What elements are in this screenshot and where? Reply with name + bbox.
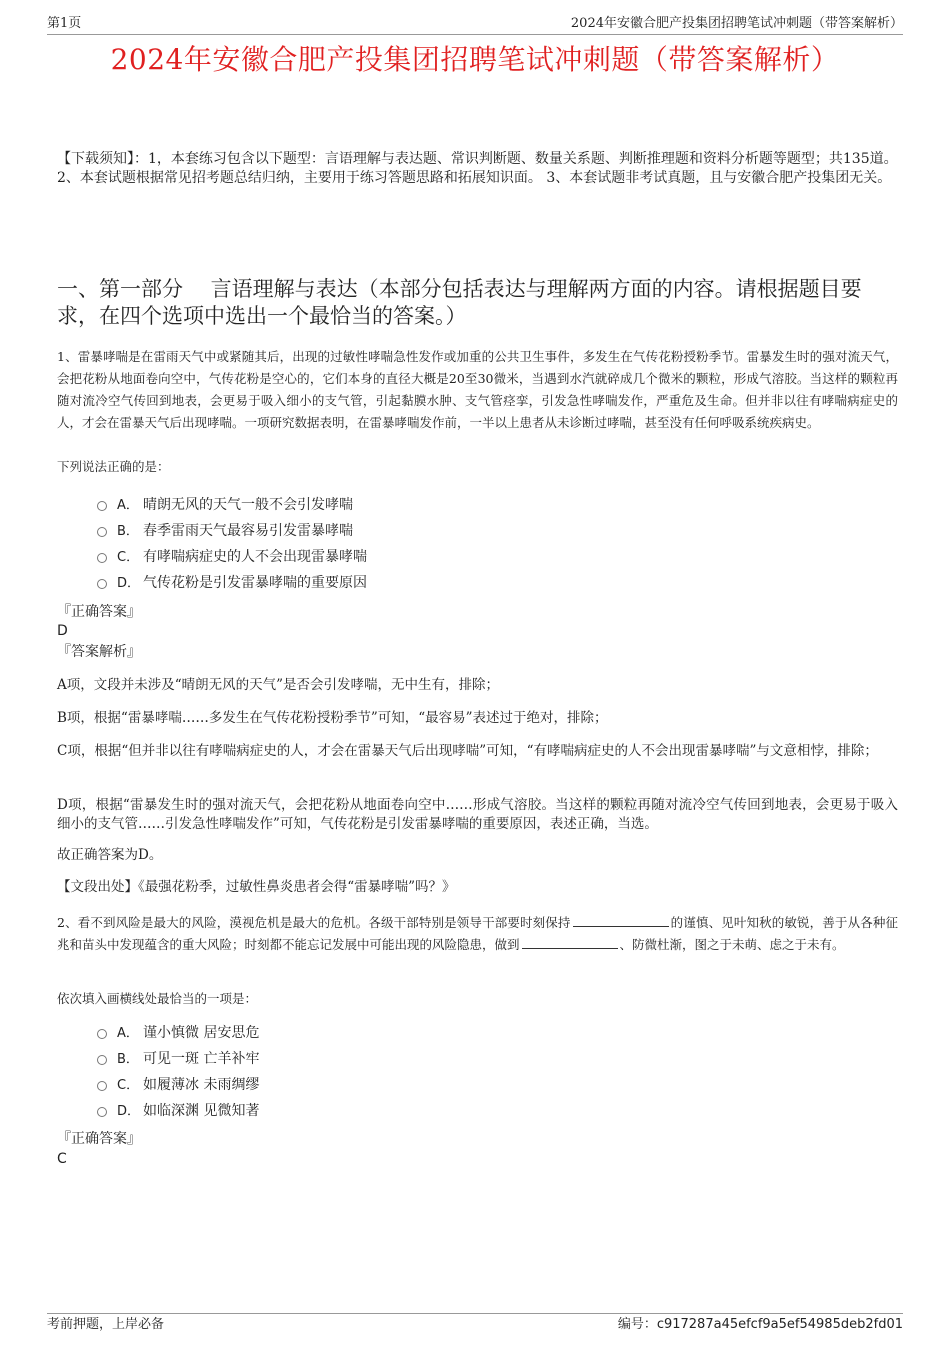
question-1 <box>57 346 898 895</box>
footer-slogan: 考前押题，上岸必备 <box>47 1317 165 1332</box>
analysis-conclusion: 故正确答案为D。 <box>57 847 163 863</box>
page-footer <box>47 1313 903 1334</box>
analysis-b: B项，根据“雷暴哮喘……多发生在气传花粉授粉季节”可知，“最容易”表述过于绝对，排除； <box>57 710 608 726</box>
option-c[interactable]: C． 如履薄冰 未雨绸缪 <box>97 1074 259 1096</box>
question-2 <box>57 912 898 1167</box>
radio-icon[interactable] <box>97 579 107 589</box>
question-1-stem: 1、雷暴哮喘是在雷雨天气中或紧随其后，出现的过敏性哮喘急性发作或加重的公共卫生事件，多发生在气传花粉授粉季节。雷暴发生时的强对流天气，会把花粉从地面卷向空中，气传花粉是空心的，它们本身的直径大概是20至30微米，当遇到水汽就碎成几个微米的颗粒，形成气溶胶。当这样的颗粒再随对流冷空气传回到地表，会更易于吸入细小的支气管，引起黏膜水肿、支气管痉挛，引发急性哮喘发作，严重危及生命。但并非以往有哮喘病症史的人，才会在雷暴天气后出现哮喘。一项研究数据表明，在雷暴哮喘发作前，一半以上患者从未诊断过哮喘，甚至没有任何呼吸系统疾病史。 <box>57 349 898 430</box>
question-2-prompt: 依次填入画横线处最恰当的一项是： <box>57 991 258 1006</box>
option-b[interactable]: B． 春季雷雨天气最容易引发雷暴哮喘 <box>97 520 353 542</box>
correct-answer-label: 『正确答案』 <box>57 604 141 620</box>
question-1-prompt: 下列说法正确的是： <box>57 459 170 474</box>
source-citation: 【文段出处】《最强花粉季，过敏性鼻炎患者会得“雷暴哮喘”吗？》 <box>57 879 456 895</box>
radio-icon[interactable] <box>97 527 107 537</box>
correct-answer-label: 『正确答案』 <box>57 1131 141 1147</box>
radio-icon[interactable] <box>97 553 107 563</box>
option-a[interactable]: A． 谨小慎微 居安思危 <box>97 1022 259 1044</box>
option-b[interactable]: B． 可见一斑 亡羊补牢 <box>97 1048 259 1070</box>
radio-icon[interactable] <box>97 1107 107 1117</box>
download-notice: 【下载须知】：1，本套练习包含以下题型：言语理解与表达题、常识判断题、数量关系题、判断推理题和资料分析题等题型；共135道。 2、本套试题根据常见招考题总结归纳，主要用于练习答题思路和拓展知识面。 3、本套试题非考试真题，且与安徽合肥产投集团无关。 <box>57 151 898 186</box>
option-d[interactable]: D． 如临深渊 见微知著 <box>97 1100 259 1122</box>
radio-icon[interactable] <box>97 1081 107 1091</box>
footer-code: 编号：c917287a45efcf9a5ef54985deb2fd01 <box>617 1317 903 1332</box>
option-d[interactable]: D． 气传花粉是引发雷暴哮喘的重要原因 <box>97 572 367 594</box>
blank-2 <box>522 936 618 949</box>
radio-icon[interactable] <box>97 1029 107 1039</box>
page-number: 第1页 <box>47 16 82 31</box>
question-2-stem: 2、看不到风险是最大的风险，漠视危机是最大的危机。各级干部特别是领导干部要时刻保持 的谨慎、见叶知秋的敏锐，善于从各种征兆和苗头中发现蕴含的重大风险；时刻都不能忘记发展中可能出现的风险隐患，做到 、防微杜渐，图之于未萌、虑之于未有。 <box>57 915 898 952</box>
radio-icon[interactable] <box>97 501 107 511</box>
option-a[interactable]: A． 晴朗无风的天气一般不会引发哮喘 <box>97 494 353 516</box>
option-c[interactable]: C． 有哮喘病症史的人不会出现雷暴哮喘 <box>97 546 367 568</box>
section-heading: 一、第一部分 言语理解与表达（本部分包括表达与理解两方面的内容。请根据题目要求，在四个选项中选出一个最恰当的答案。） <box>57 277 862 328</box>
radio-icon[interactable] <box>97 1055 107 1065</box>
blank-1 <box>573 914 669 927</box>
analysis-a: A项，文段并未涉及“晴朗无风的天气”是否会引发哮喘，无中生有，排除； <box>57 677 500 693</box>
header-doc-title: 2024年安徽合肥产投集团招聘笔试冲刺题（带答案解析） <box>570 16 903 31</box>
document-title: 2024年安徽合肥产投集团招聘笔试冲刺题（带答案解析） <box>110 43 840 76</box>
correct-answer: D <box>57 623 68 639</box>
analysis-c: C项，根据“但并非以往有哮喘病症史的人，才会在雷暴天气后出现哮喘”可知，“有哮喘病症史的人不会出现雷暴哮喘”与文意相悖，排除； <box>57 743 878 759</box>
page-header <box>47 12 903 35</box>
analysis-label: 『答案解析』 <box>57 644 141 660</box>
analysis-d: D项，根据“雷暴发生时的强对流天气，会把花粉从地面卷向空中……形成气溶胶。当这样的颗粒再随对流冷空气传回到地表，会更易于吸入细小的支气管……引发急性哮喘发作”可知，气传花粉是引发雷暴哮喘的重要原因，表述正确，当选。 <box>57 797 898 832</box>
correct-answer: C <box>57 1151 67 1167</box>
